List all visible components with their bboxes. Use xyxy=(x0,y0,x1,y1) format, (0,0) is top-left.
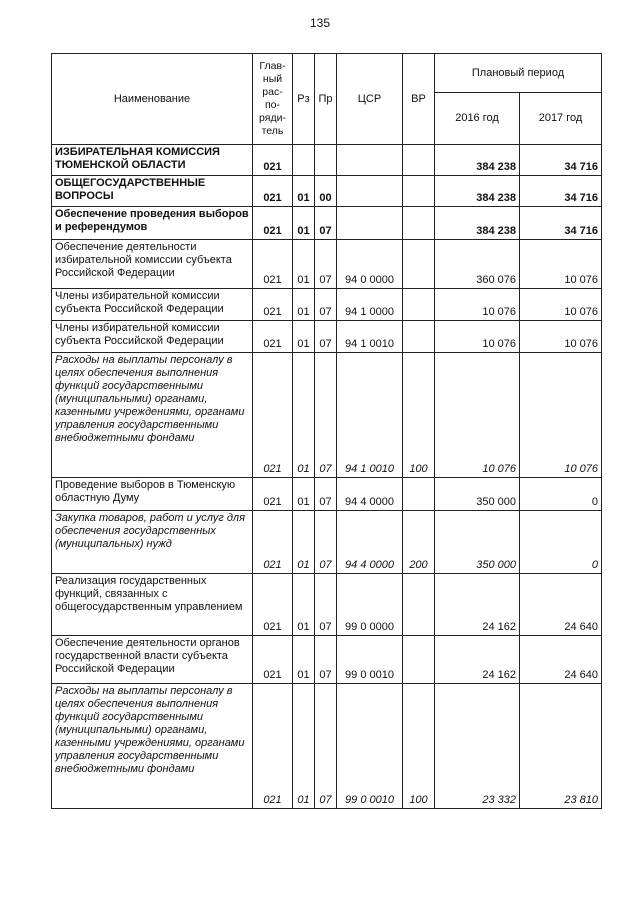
row-2017: 10 076 xyxy=(520,321,602,353)
row-vr xyxy=(403,240,435,289)
header-planned-period: Плановый период xyxy=(435,54,602,93)
row-2016: 24 162 xyxy=(435,636,520,684)
row-2016: 10 076 xyxy=(435,321,520,353)
row-2016: 10 076 xyxy=(435,289,520,321)
row-admin: 021 xyxy=(253,321,293,353)
table-row xyxy=(52,145,602,176)
row-vr xyxy=(403,289,435,321)
row-name: Обеспечение деятельности избирательной комиссии субъекта Российской Федерации xyxy=(52,240,253,289)
table-row xyxy=(52,574,602,636)
header-year-2016: 2016 год xyxy=(435,93,520,145)
header-csr: ЦСР xyxy=(337,54,403,145)
header-vr: ВР xyxy=(403,54,435,145)
table-row xyxy=(52,684,602,809)
row-pr: 07 xyxy=(315,353,337,478)
row-admin: 021 xyxy=(253,511,293,574)
row-rz: 01 xyxy=(293,478,315,511)
row-pr: 00 xyxy=(315,176,337,207)
row-rz: 01 xyxy=(293,207,315,240)
row-name: Закупка товаров, работ и услуг для обеспечения государственных (муниципальных) нужд xyxy=(52,511,253,574)
row-name: Проведение выборов в Тюменскую областную Думу xyxy=(52,478,253,511)
header-name: Наименование xyxy=(52,54,253,145)
table-row xyxy=(52,176,602,207)
row-pr: 07 xyxy=(315,289,337,321)
row-2017: 24 640 xyxy=(520,574,602,636)
row-rz: 01 xyxy=(293,240,315,289)
row-rz: 01 xyxy=(293,684,315,809)
row-csr: 99 0 0010 xyxy=(337,636,403,684)
header-pr: Пр xyxy=(315,54,337,145)
row-2016: 24 162 xyxy=(435,574,520,636)
row-2017: 23 810 xyxy=(520,684,602,809)
row-vr xyxy=(403,574,435,636)
table-row xyxy=(52,478,602,511)
row-name: Расходы на выплаты персоналу в целях обеспечения выполнения функций государственными (муниципальными) органами, казенными учреждениями, органами управления государственными внебюджетными фондами xyxy=(52,684,253,809)
row-admin: 021 xyxy=(253,684,293,809)
row-pr: 07 xyxy=(315,321,337,353)
row-vr: 100 xyxy=(403,684,435,809)
table-row xyxy=(52,321,602,353)
row-2016: 23 332 xyxy=(435,684,520,809)
row-vr xyxy=(403,321,435,353)
row-name: Расходы на выплаты персоналу в целях обеспечения выполнения функций государственными (муниципальными) органами, казенными учреждениями, органами управления государственными внебюджетными фондами xyxy=(52,353,253,478)
row-admin: 021 xyxy=(253,176,293,207)
row-rz: 01 xyxy=(293,353,315,478)
table-row xyxy=(52,240,602,289)
row-rz: 01 xyxy=(293,574,315,636)
row-rz xyxy=(293,145,315,176)
row-name: ИЗБИРАТЕЛЬНАЯ КОМИССИЯ ТЮМЕНСКОЙ ОБЛАСТИ xyxy=(52,145,253,176)
row-admin: 021 xyxy=(253,353,293,478)
row-pr: 07 xyxy=(315,684,337,809)
row-csr xyxy=(337,207,403,240)
row-2017: 0 xyxy=(520,511,602,574)
row-name: ОБЩЕГОСУДАРСТВЕННЫЕ ВОПРОСЫ xyxy=(52,176,253,207)
table-row xyxy=(52,353,602,478)
row-rz: 01 xyxy=(293,321,315,353)
row-2017: 10 076 xyxy=(520,240,602,289)
row-vr xyxy=(403,478,435,511)
row-pr: 07 xyxy=(315,574,337,636)
row-admin: 021 xyxy=(253,145,293,176)
row-2016: 384 238 xyxy=(435,207,520,240)
row-2016: 360 076 xyxy=(435,240,520,289)
row-csr: 99 0 0010 xyxy=(337,684,403,809)
row-name: Обеспечение проведения выборов и референдумов xyxy=(52,207,253,240)
row-csr: 94 4 0000 xyxy=(337,478,403,511)
table-row xyxy=(52,636,602,684)
row-2016: 10 076 xyxy=(435,353,520,478)
row-rz: 01 xyxy=(293,636,315,684)
row-admin: 021 xyxy=(253,478,293,511)
row-vr xyxy=(403,145,435,176)
row-admin: 021 xyxy=(253,240,293,289)
row-2017: 34 716 xyxy=(520,176,602,207)
row-2016: 384 238 xyxy=(435,145,520,176)
row-csr: 94 4 0000 xyxy=(337,511,403,574)
row-csr: 94 1 0010 xyxy=(337,321,403,353)
row-pr: 07 xyxy=(315,478,337,511)
table-row xyxy=(52,289,602,321)
row-csr: 94 1 0000 xyxy=(337,289,403,321)
row-pr: 07 xyxy=(315,207,337,240)
row-vr xyxy=(403,207,435,240)
header-rz: Рз xyxy=(293,54,315,145)
row-2016: 350 000 xyxy=(435,511,520,574)
row-2016: 384 238 xyxy=(435,176,520,207)
row-name: Обеспечение деятельности органов государственной власти субъекта Российской Федерации xyxy=(52,636,253,684)
header-year-2017: 2017 год xyxy=(520,93,602,145)
row-2017: 10 076 xyxy=(520,353,602,478)
row-csr: 99 0 0000 xyxy=(337,574,403,636)
table-header-row xyxy=(52,54,602,93)
row-pr: 07 xyxy=(315,511,337,574)
budget-table xyxy=(51,53,602,809)
table-row xyxy=(52,511,602,574)
row-2017: 34 716 xyxy=(520,207,602,240)
row-rz: 01 xyxy=(293,511,315,574)
row-csr xyxy=(337,176,403,207)
row-pr: 07 xyxy=(315,636,337,684)
row-rz: 01 xyxy=(293,289,315,321)
row-vr xyxy=(403,636,435,684)
row-2016: 350 000 xyxy=(435,478,520,511)
row-vr: 100 xyxy=(403,353,435,478)
row-csr xyxy=(337,145,403,176)
row-name: Члены избирательной комиссии субъекта Российской Федерации xyxy=(52,289,253,321)
row-vr: 200 xyxy=(403,511,435,574)
row-name: Члены избирательной комиссии субъекта Российской Федерации xyxy=(52,321,253,353)
row-name: Реализация государственных функций, связанных с общегосударственным управлением xyxy=(52,574,253,636)
row-csr: 94 0 0000 xyxy=(337,240,403,289)
row-2017: 10 076 xyxy=(520,289,602,321)
row-2017: 34 716 xyxy=(520,145,602,176)
row-rz: 01 xyxy=(293,176,315,207)
row-csr: 94 1 0010 xyxy=(337,353,403,478)
header-admin: Глав-ный рас-по-ряди-тель xyxy=(253,54,293,145)
row-pr xyxy=(315,145,337,176)
row-admin: 021 xyxy=(253,574,293,636)
row-vr xyxy=(403,176,435,207)
table-row xyxy=(52,207,602,240)
page-number: 135 xyxy=(309,16,331,30)
row-admin: 021 xyxy=(253,207,293,240)
row-2017: 0 xyxy=(520,478,602,511)
row-admin: 021 xyxy=(253,289,293,321)
row-2017: 24 640 xyxy=(520,636,602,684)
row-pr: 07 xyxy=(315,240,337,289)
row-admin: 021 xyxy=(253,636,293,684)
